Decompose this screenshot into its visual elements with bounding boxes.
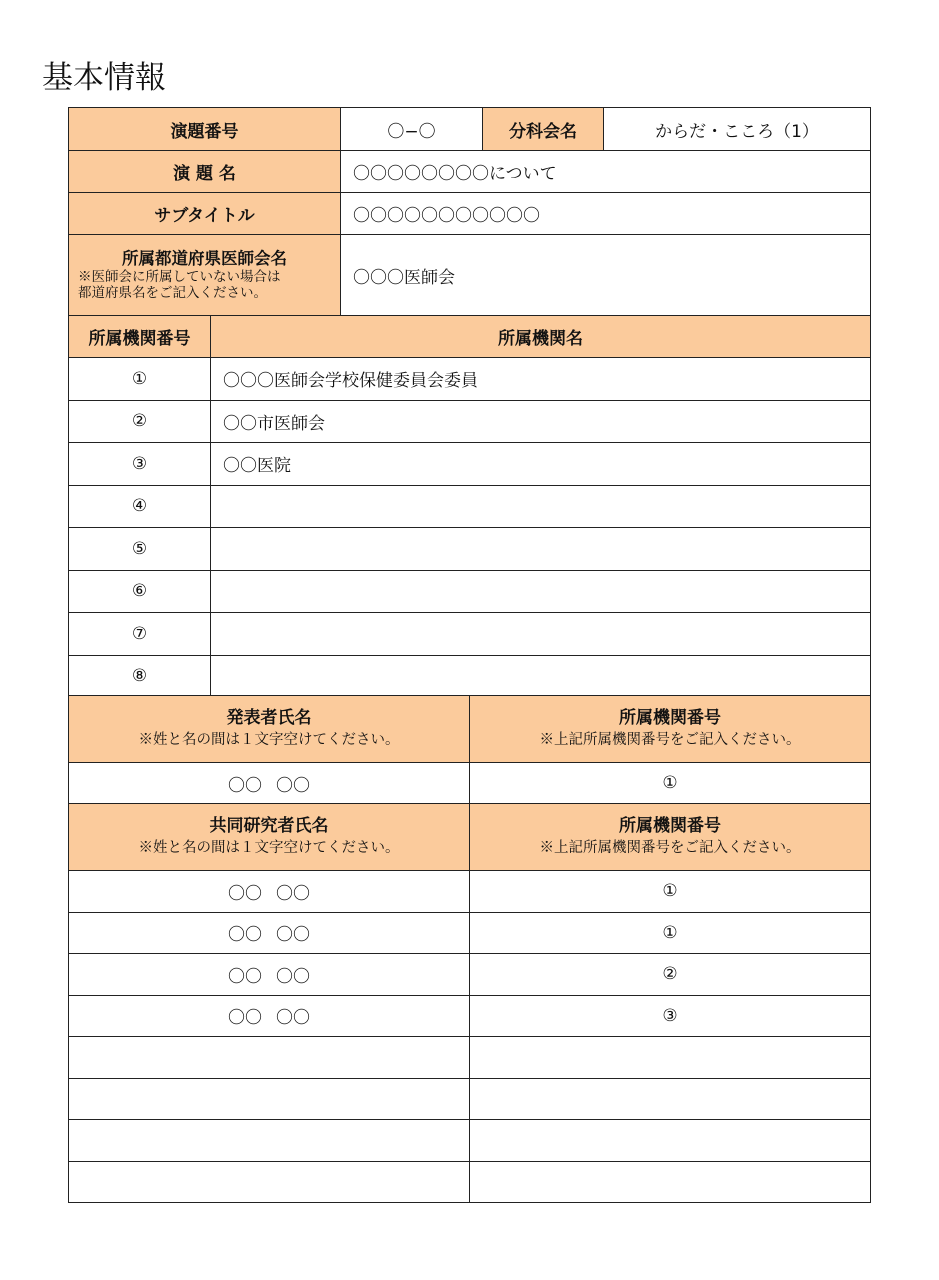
medical-association-value[interactable]: 〇〇〇医師会: [341, 235, 871, 316]
coauthor-affiliation-number[interactable]: ①: [470, 912, 871, 954]
coauthor-row: [69, 995, 871, 1037]
medical-association-note-2: 都道府県名をご記入ください。: [78, 285, 267, 301]
coauthor-affiliation-note: ※上記所属機関番号をご記入ください。: [539, 840, 801, 856]
affiliation-name[interactable]: [211, 485, 871, 528]
coauthor-name[interactable]: [69, 871, 470, 913]
presenter-affiliation-note: ※上記所属機関番号をご記入ください。: [539, 732, 801, 748]
coauthor-first-name: 〇〇: [276, 966, 310, 987]
affiliation-row: [69, 400, 871, 443]
coauthor-row: [69, 871, 871, 913]
title-label: 演 題 名: [69, 151, 341, 193]
coauthor-first-name: 〇〇: [276, 925, 310, 946]
presenter-affiliation-header: 所属機関番号: [619, 708, 721, 728]
affiliation-number: ⑧: [69, 655, 211, 698]
coauthor-last-name: 〇〇: [228, 1008, 262, 1029]
coauthor-row: [69, 1120, 871, 1162]
subtitle-label: サブタイトル: [69, 193, 341, 235]
coauthor-affiliation-header-cell: [470, 804, 871, 871]
medical-association-label-cell: [69, 235, 341, 316]
title-number-value[interactable]: 〇−〇: [341, 108, 483, 151]
affiliations-table: [68, 315, 871, 698]
coauthor-name-header-cell: [69, 804, 470, 871]
title-number-label: 演題番号: [69, 108, 341, 151]
coauthor-affiliation-number[interactable]: [470, 1120, 871, 1162]
presenter-name[interactable]: [69, 763, 470, 804]
coauthor-affiliation-header: 所属機関番号: [619, 816, 721, 836]
affiliation-number: ⑥: [69, 570, 211, 613]
coauthor-affiliation-number[interactable]: [470, 1161, 871, 1203]
affiliation-name[interactable]: [211, 613, 871, 656]
affiliation-row: [69, 485, 871, 528]
affiliation-name[interactable]: [211, 528, 871, 571]
medical-association-label: 所属都道府県医師会名: [122, 249, 287, 268]
affiliation-row: [69, 443, 871, 486]
affiliation-row: [69, 655, 871, 698]
coauthors-table: [68, 803, 871, 1203]
coauthor-affiliation-number[interactable]: ①: [470, 871, 871, 913]
affiliation-number: ⑤: [69, 528, 211, 571]
affiliation-name[interactable]: [211, 570, 871, 613]
coauthor-name[interactable]: [69, 954, 470, 996]
coauthor-row: [69, 1037, 871, 1079]
affiliation-name[interactable]: 〇〇〇医師会学校保健委員会委員: [211, 358, 871, 401]
coauthor-first-name: 〇〇: [276, 883, 310, 904]
affiliation-number: ③: [69, 443, 211, 486]
title-value[interactable]: 〇〇〇〇〇〇〇〇について: [341, 151, 871, 193]
presenter-row: [69, 763, 871, 804]
section-name-value[interactable]: からだ・こころ（1）: [604, 108, 871, 151]
page-title: 基本情報: [42, 60, 166, 96]
presenter-first-name: 〇〇: [276, 775, 310, 796]
coauthor-affiliation-number[interactable]: ③: [470, 995, 871, 1037]
subtitle-value[interactable]: 〇〇〇〇〇〇〇〇〇〇〇: [341, 193, 871, 235]
affiliation-row: [69, 570, 871, 613]
coauthor-name-note: ※姓と名の間は１文字空けてください。: [138, 840, 400, 856]
medical-association-note-1: ※医師会に所属していない場合は: [78, 269, 281, 285]
coauthor-name[interactable]: [69, 1161, 470, 1203]
affiliation-row: [69, 528, 871, 571]
presenter-table: [68, 695, 871, 804]
affiliation-number: ④: [69, 485, 211, 528]
affiliation-number: ⑦: [69, 613, 211, 656]
affiliation-number-header: 所属機関番号: [69, 316, 211, 358]
coauthor-name[interactable]: [69, 1037, 470, 1079]
affiliation-name[interactable]: [211, 655, 871, 698]
coauthor-row: [69, 912, 871, 954]
coauthor-affiliation-number[interactable]: [470, 1078, 871, 1120]
coauthor-name[interactable]: [69, 1078, 470, 1120]
affiliation-number: ①: [69, 358, 211, 401]
affiliation-name[interactable]: 〇〇市医師会: [211, 400, 871, 443]
presenter-last-name: 〇〇: [228, 775, 262, 796]
coauthor-affiliation-number[interactable]: ②: [470, 954, 871, 996]
presenter-name-header: 発表者氏名: [226, 708, 312, 728]
coauthor-last-name: 〇〇: [228, 925, 262, 946]
coauthor-last-name: 〇〇: [228, 883, 262, 904]
affiliation-row: [69, 358, 871, 401]
coauthor-first-name: 〇〇: [276, 1008, 310, 1029]
affiliation-name-header: 所属機関名: [211, 316, 871, 358]
coauthor-name[interactable]: [69, 1120, 470, 1162]
coauthor-row: [69, 1078, 871, 1120]
affiliation-number: ②: [69, 400, 211, 443]
coauthor-name[interactable]: [69, 995, 470, 1037]
coauthor-row: [69, 1161, 871, 1203]
presenter-name-header-cell: [69, 696, 470, 763]
basic-info-table: [68, 107, 871, 316]
coauthor-name[interactable]: [69, 912, 470, 954]
coauthor-last-name: 〇〇: [228, 966, 262, 987]
coauthor-name-header: 共同研究者氏名: [209, 816, 329, 836]
section-name-label: 分科会名: [483, 108, 604, 151]
affiliation-name[interactable]: 〇〇医院: [211, 443, 871, 486]
presenter-affiliation-number[interactable]: ①: [470, 763, 871, 804]
coauthor-affiliation-number[interactable]: [470, 1037, 871, 1079]
presenter-name-note: ※姓と名の間は１文字空けてください。: [138, 732, 400, 748]
affiliation-row: [69, 613, 871, 656]
coauthor-row: [69, 954, 871, 996]
presenter-affiliation-header-cell: [470, 696, 871, 763]
